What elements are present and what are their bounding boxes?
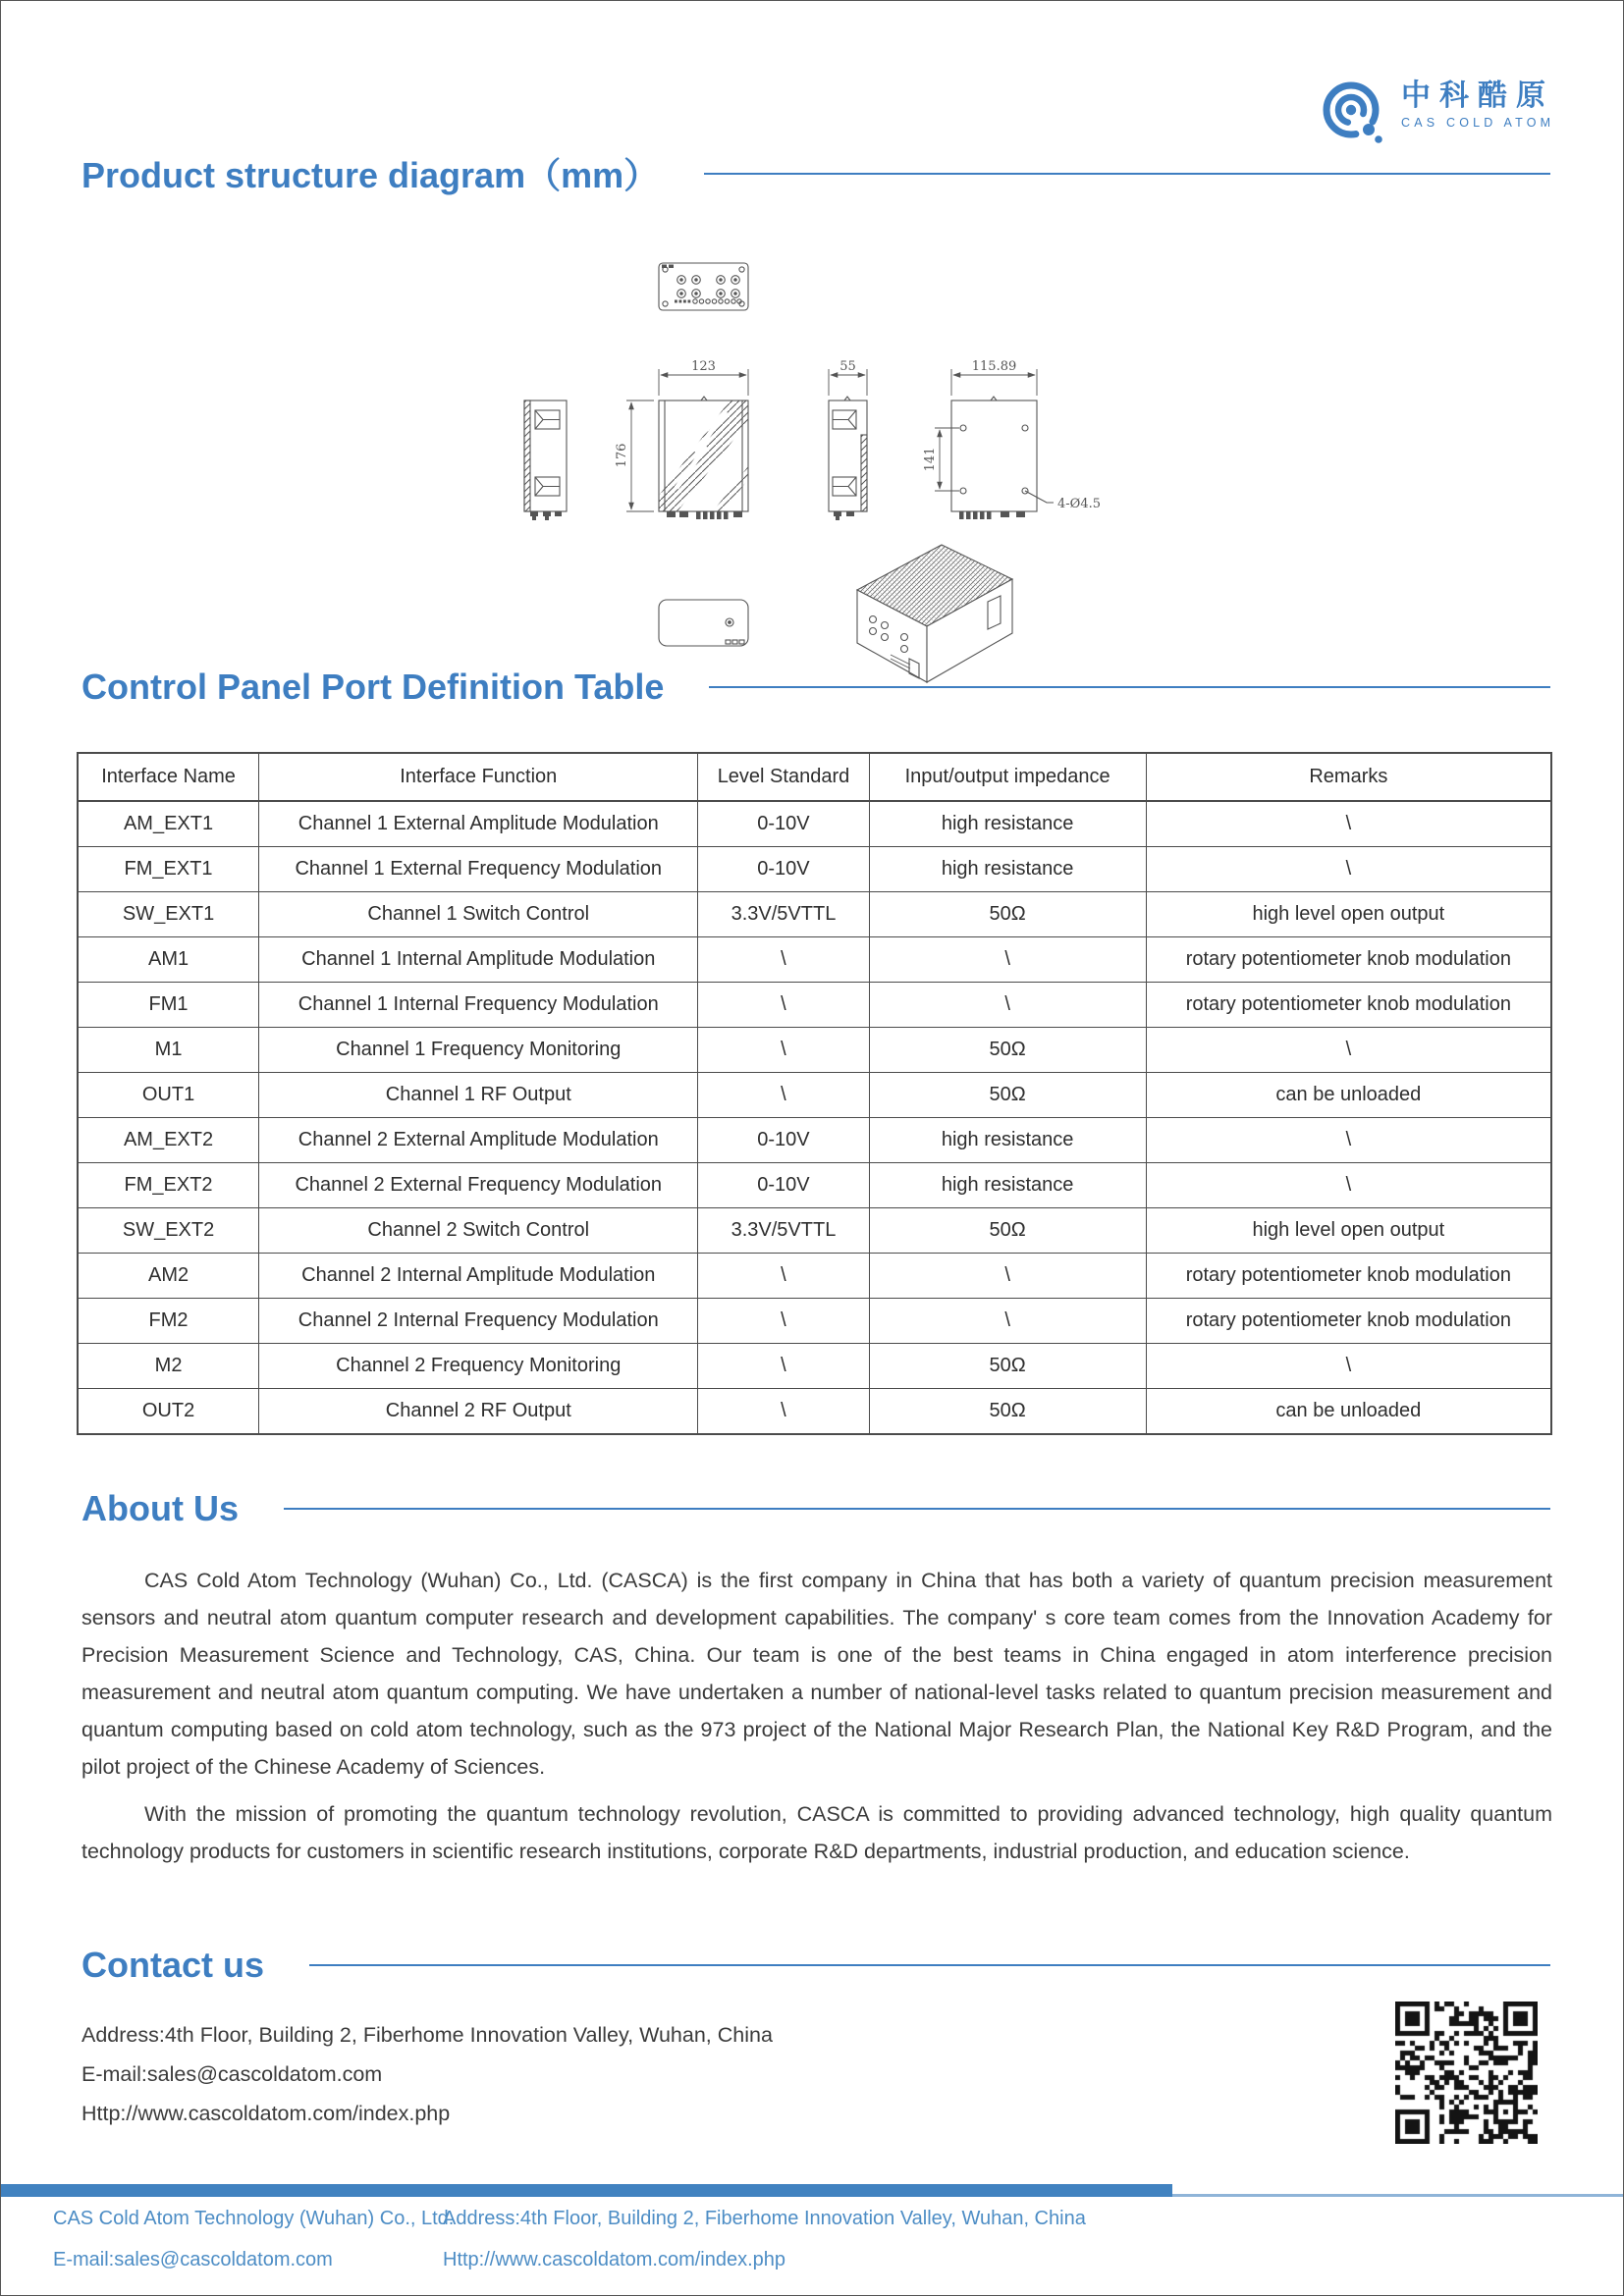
table-cell: high level open output [1146,1208,1551,1254]
table-cell: 0-10V [698,1118,869,1163]
table-row [78,1254,1551,1299]
table-cell: 50Ω [869,1028,1146,1073]
contact-email: E-mail:sales@cascoldatom.com [81,2062,383,2086]
about-text [81,1562,1552,1880]
column-header: Level Standard [698,753,869,801]
table-cell: \ [1146,1028,1551,1073]
port-table-head-row [78,753,1551,801]
table-cell: 50Ω [869,1389,1146,1435]
table-cell: \ [1146,1163,1551,1208]
table-cell: 0-10V [698,801,869,847]
table-cell: AM2 [78,1254,259,1299]
table-cell: \ [698,1389,869,1435]
dim-hole-spacing: 141 [923,447,938,472]
diagram-title: Product structure diagram（mm） [81,155,660,195]
table-cell: OUT1 [78,1073,259,1118]
back-view [951,397,1054,519]
table-cell: \ [698,1299,869,1344]
table-cell: Channel 2 Frequency Monitoring [259,1344,698,1389]
column-header: Interface Name [78,753,259,801]
footer-company: CAS Cold Atom Technology (Wuhan) Co., Ltd. [53,2208,455,2229]
table-cell: AM_EXT2 [78,1118,259,1163]
table-cell: Channel 2 Internal Frequency Modulation [259,1299,698,1344]
table-row [78,983,1551,1028]
table-row [78,892,1551,937]
table-cell: Channel 2 Internal Amplitude Modulation [259,1254,698,1299]
table-cell: Channel 2 External Frequency Modulation [259,1163,698,1208]
footer-address: Address:4th Floor, Building 2, Fiberhome Innovation Valley, Wuhan, China [443,2208,1086,2229]
table-cell: 0-10V [698,847,869,892]
table-cell: M1 [78,1028,259,1073]
table-cell: Channel 1 External Frequency Modulation [259,847,698,892]
ports-title: Control Panel Port Definition Table [81,667,665,707]
contact-website: Http://www.cascoldatom.com/index.php [81,2102,451,2125]
table-cell: \ [698,937,869,983]
column-header: Input/output impedance [869,753,1146,801]
table-row [78,1299,1551,1344]
side-view-left [524,400,567,520]
section-rule [309,1964,1550,1966]
side-view-right [829,397,867,520]
table-cell: \ [698,1073,869,1118]
table-cell: \ [869,1254,1146,1299]
table-cell: Channel 2 RF Output [259,1389,698,1435]
table-row [78,1344,1551,1389]
contact-address: Address:4th Floor, Building 2, Fiberhome Innovation Valley, Wuhan, China [81,2023,773,2047]
table-row [78,801,1551,847]
table-cell: \ [1146,1118,1551,1163]
table-row [78,1163,1551,1208]
column-header: Remarks [1146,753,1551,801]
table-cell: high resistance [869,1118,1146,1163]
table-cell: high resistance [869,801,1146,847]
atom-logo-icon [1319,80,1387,148]
table-cell: \ [1146,801,1551,847]
table-cell: rotary potentiometer knob modulation [1146,937,1551,983]
table-cell: Channel 1 Internal Frequency Modulation [259,983,698,1028]
brand-logo [1319,80,1554,148]
front-view [659,397,748,519]
column-header: Interface Function [259,753,698,801]
table-cell: Channel 1 RF Output [259,1073,698,1118]
about-paragraph-1: CAS Cold Atom Technology (Wuhan) Co., Ltd. (CASCA) is the first company in China that has both a variety of quantum precision measurement sensors and neutral atom quantum computer research and development capabilities. The company' s core team comes from the Innovation Academy for Precision Measurement Science and Technology, CAS, China. Our team is one of the best teams in China engaged in atom interference precision measurement and neutral atom quantum computing. We have undertaken a number of national-level tasks related to quantum precision measurement and quantum computing based on cold atom technology, such as the 973 project of the National Major Research Plan, the National Key R&D Program, and the pilot project of the Chinese Academy of Sciences. [81,1569,1552,1779]
table-cell: FM_EXT1 [78,847,259,892]
table-row [78,847,1551,892]
table-cell: Channel 1 External Amplitude Modulation [259,801,698,847]
qr-code [1395,2002,1538,2144]
table-cell: high resistance [869,1163,1146,1208]
section-heading-contact [81,1945,1550,1986]
table-cell: 3.3V/5VTTL [698,1208,869,1254]
table-cell: AM1 [78,937,259,983]
table-cell: 50Ω [869,1073,1146,1118]
section-heading-ports [81,667,1550,708]
about-paragraph-2: With the mission of promoting the quantum technology revolution, CASCA is committed to providing advanced technology, high quality quantum technology products for customers in scientific research institutions, corporate R&D departments, industrial production, and education science. [81,1802,1552,1863]
table-cell: \ [1146,1344,1551,1389]
table-row [78,1389,1551,1435]
footer-accent-bar [1,2184,1172,2197]
section-heading-diagram [81,148,1550,198]
table-row [78,937,1551,983]
table-cell: OUT2 [78,1389,259,1435]
footer-website: Http://www.cascoldatom.com/index.php [443,2249,786,2270]
dim-back-width: 115.89 [971,359,1017,374]
footer-accent-bar-extension [1172,2194,1623,2197]
table-cell: 0-10V [698,1163,869,1208]
dim-height: 176 [615,443,629,468]
table-row [78,1073,1551,1118]
table-cell: rotary potentiometer knob modulation [1146,1299,1551,1344]
table-cell: 50Ω [869,1344,1146,1389]
brand-name-en: CAS COLD ATOM [1401,116,1555,130]
brand-name-cn: 中科酷原 [1401,80,1554,112]
table-cell: FM1 [78,983,259,1028]
section-rule [284,1508,1550,1510]
footer [1,2184,1623,2296]
footer-email: E-mail:sales@cascoldatom.com [53,2249,333,2270]
table-cell: SW_EXT1 [78,892,259,937]
table-cell: rotary potentiometer knob modulation [1146,983,1551,1028]
contact-title: Contact us [81,1945,265,1985]
table-cell: M2 [78,1344,259,1389]
table-cell: can be unloaded [1146,1073,1551,1118]
dim-front-width: 123 [691,359,716,374]
table-row [78,1118,1551,1163]
table-cell: \ [698,1028,869,1073]
table-cell: \ [698,1254,869,1299]
table-cell: Channel 1 Switch Control [259,892,698,937]
table-cell: \ [869,983,1146,1028]
hole-callout: 4-Ø4.5 [1057,497,1101,511]
table-cell: FM_EXT2 [78,1163,259,1208]
dim-depth: 55 [839,359,856,374]
table-cell: Channel 1 Internal Amplitude Modulation [259,937,698,983]
table-row [78,1208,1551,1254]
port-table-body [78,801,1551,1434]
table-cell: \ [869,937,1146,983]
table-cell: high level open output [1146,892,1551,937]
isometric-view [857,545,1012,682]
table-cell: AM_EXT1 [78,801,259,847]
table-cell: 50Ω [869,892,1146,937]
table-cell: 50Ω [869,1208,1146,1254]
top-view [659,263,748,310]
section-heading-about [81,1488,1550,1529]
table-row [78,1028,1551,1073]
table-cell: \ [698,1344,869,1389]
table-cell: Channel 2 Switch Control [259,1208,698,1254]
table-cell: \ [1146,847,1551,892]
contact-info [81,2015,1260,2133]
table-cell: can be unloaded [1146,1389,1551,1435]
bottom-view [659,600,748,646]
about-title: About Us [81,1488,239,1528]
table-cell: SW_EXT2 [78,1208,259,1254]
section-rule [709,686,1550,688]
table-cell: Channel 1 Frequency Monitoring [259,1028,698,1073]
table-cell: 3.3V/5VTTL [698,892,869,937]
table-cell: \ [869,1299,1146,1344]
table-cell: \ [698,983,869,1028]
port-definition-table [77,752,1552,1435]
section-rule [704,173,1550,175]
table-cell: rotary potentiometer knob modulation [1146,1254,1551,1299]
table-cell: high resistance [869,847,1146,892]
table-cell: Channel 2 External Amplitude Modulation [259,1118,698,1163]
table-cell: FM2 [78,1299,259,1344]
